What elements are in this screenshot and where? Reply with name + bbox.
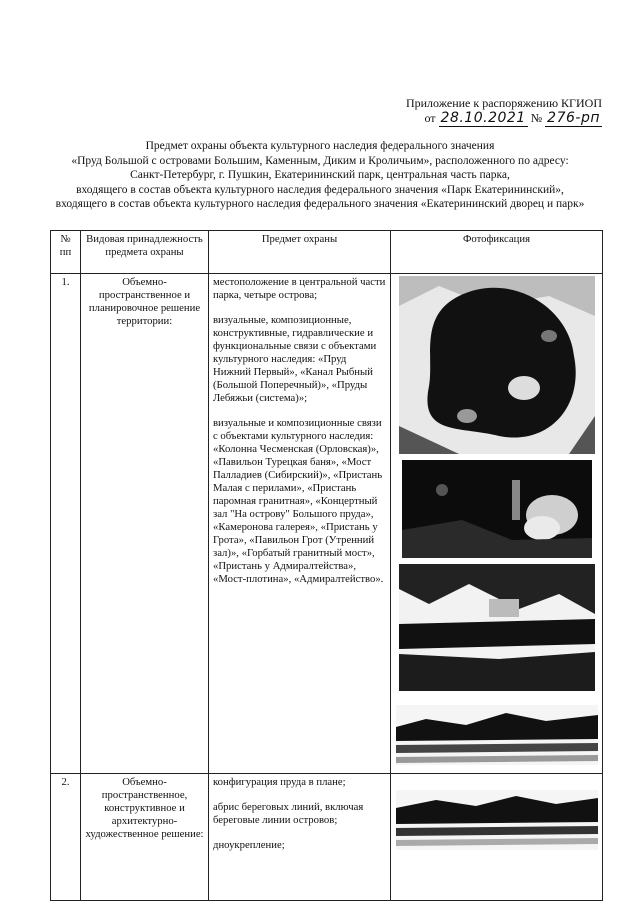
shore-photo <box>399 564 595 691</box>
title-line-1: Предмет охраны объекта культурного наследия федерального значения <box>145 140 495 152</box>
table-row <box>51 274 603 774</box>
header-subject: Предмет охраны <box>209 231 391 274</box>
subject-item: визуальные, композиционные, конструктивные, гидравлические и функциональные связи с объектами культурного наследия: «Пруд Нижний Первый», «Канал Рыбный (Большой Поперечный)», «Пруды Лебяжьи (система)»; <box>213 314 377 404</box>
appendix-title: Приложение к распоряжению КГИОП <box>405 96 602 110</box>
header-photo: Фотофиксация <box>391 231 603 274</box>
row-subject <box>209 274 391 774</box>
table-row <box>51 774 603 901</box>
aerial-pond-photo <box>399 276 595 454</box>
pavilion-photo <box>402 460 592 558</box>
from-label: от <box>424 111 436 125</box>
appendix-header <box>406 96 602 125</box>
order-date: 28.10.2021 <box>440 110 526 126</box>
header-type: Видовая принадлежность предмета охраны <box>81 231 209 274</box>
title-line-5: входящего в состав объекта культурного наследия федерального значения «Екатерининский дворец и парк» <box>55 198 585 210</box>
protection-table <box>50 230 603 901</box>
order-number: 276-рп <box>547 110 600 126</box>
subject-item: дноукрепление; <box>213 839 285 851</box>
number-label: № <box>530 111 543 125</box>
row-subject <box>209 774 391 901</box>
title-line-2: «Пруд Большой с островами Большим, Каменным, Диким и Кроличьим», расположенного по адресу: <box>71 154 569 167</box>
table-header-row <box>51 231 603 274</box>
lake-view-photo <box>396 790 598 850</box>
lake-panorama-photo <box>396 705 598 765</box>
header-num: № пп <box>51 231 81 274</box>
row-photos <box>391 274 603 774</box>
row-type: Объемно-пространственное и планировочное решение территории: <box>81 274 209 774</box>
subject-item: абрис береговых линий, включая береговые линии островов; <box>213 801 364 826</box>
row-number: 2. <box>51 774 81 901</box>
appendix-date-line <box>406 111 602 125</box>
row-number: 1. <box>51 274 81 774</box>
title-line-4: входящего в состав объекта культурного наследия федерального значения «Парк Екатерининский», <box>76 183 564 196</box>
subject-item: конфигурация пруда в плане; <box>213 776 346 788</box>
row-type: Объемно-пространственное, конструктивное и архитектурно-художественное решение: <box>81 774 209 901</box>
row-photos <box>391 774 603 901</box>
title-line-3: Санкт-Петербург, г. Пушкин, Екатерининский парк, центральная часть парка, <box>130 169 510 181</box>
document-title <box>50 139 590 212</box>
subject-item: местоположение в центральной части парка, четыре острова; <box>213 276 386 301</box>
subject-item: визуальные и композиционные связи с объектами культурного наследия: «Колонна Чесменская (Орловская)», «Павильон Турецкая баня», «Мост Палладиев (Сибирский)», «Пристань Малая с перилами», «Пристань паромная гранитная», «Концертный зал "На острову" Большого пруда», «Камеронова галерея», «Пристань у Грота», «Павильон Грот (Утренний зал)», «Горбатый гранитный мост», «Пристань у Адмиралтейства», «Мост-плотина», «Адмиралтейство». <box>213 417 384 585</box>
